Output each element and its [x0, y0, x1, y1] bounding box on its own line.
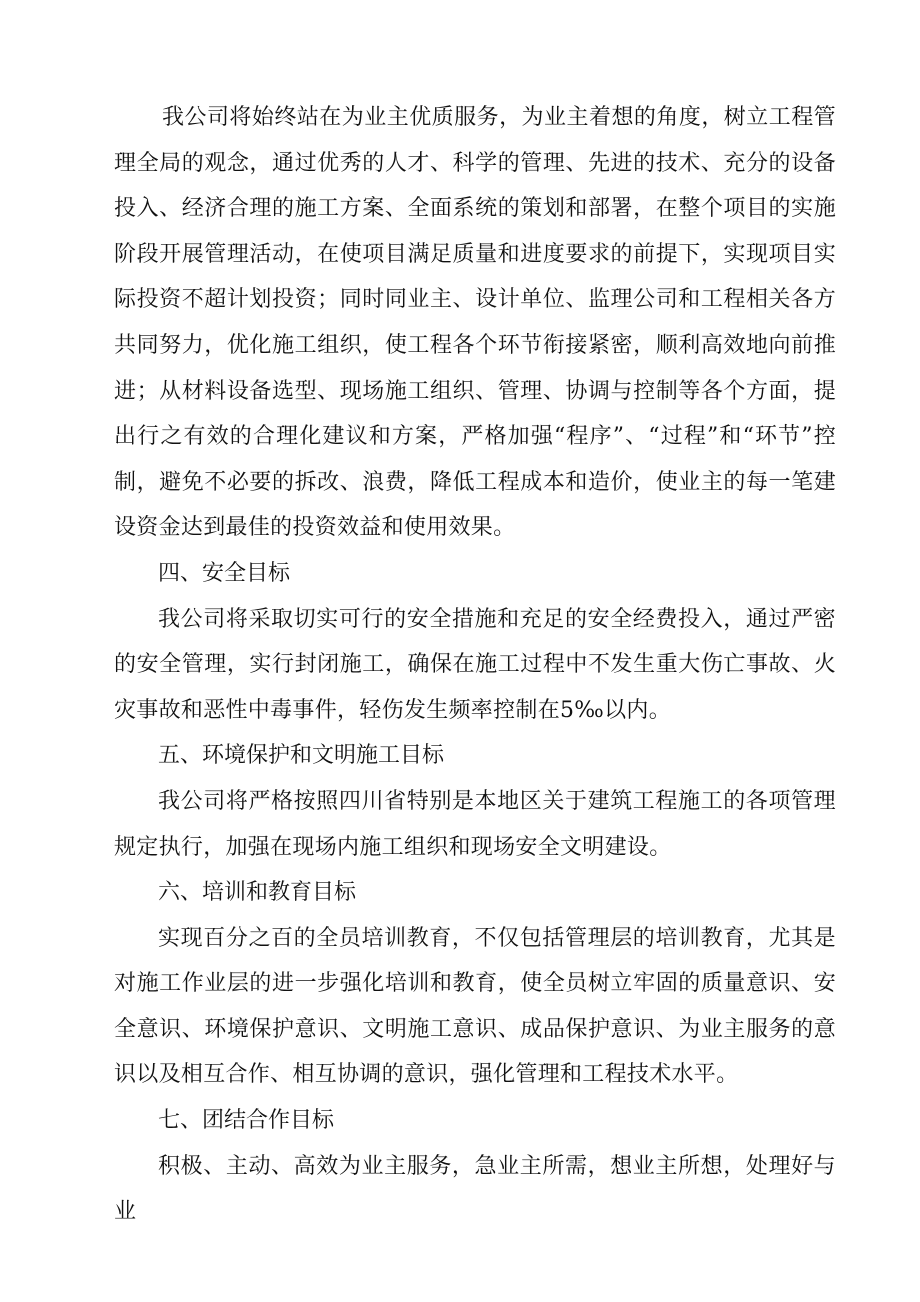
- paragraph-cooperation-goal: 积极、主动、高效为业主服务，急业主所需，想业主所想，处理好与业: [114, 1153, 836, 1225]
- paragraph-project-management: 我公司将始终站在为业主优质服务，为业主着想的角度，树立工程管理全局的观念，通过优秀的人才、科学的管理、先进的技术、充分的设备投入、经济合理的施工方案、全面系统的策划和部署，在整个项目的实施阶段开展管理活动，在使项目满足质量和进度要求的前提下，实现项目实际投资不超计划投资；同时同业主、设计单位、监理公司和工程相关各方共同努力，优化施工组织，使工程各个环节衔接紧密，顺利高效地向前推进；从材料设备选型、现场施工组织、管理、协调与控制等各个方面，提出行之有效的合理化建议和方案，严格加强“程序”、“过程”和“环节”控制，避免不必要的拆改、浪费，降低工程成本和造价，使业主的每一笔建设资金达到最佳的投资效益和使用效果。: [114, 105, 836, 541]
- heading-cooperation-goal: 七、团结合作目标: [158, 1108, 335, 1134]
- heading-safety-goal: 四、安全目标: [158, 560, 291, 586]
- paragraph-safety-goal: 我公司将采取切实可行的安全措施和充足的安全经费投入，通过严密的安全管理，实行封闭施工，确保在施工过程中不发生重大伤亡事故、火灾事故和恶性中毒事件，轻伤发生频率控制在5‰以内。: [114, 606, 836, 723]
- heading-training-goal: 六、培训和教育目标: [158, 880, 357, 906]
- paragraph-environment-goal: 我公司将严格按照四川省特别是本地区关于建筑工程施工的各项管理规定执行，加强在现场内施工组织和现场安全文明建设。: [114, 788, 836, 860]
- document-body: [114, 95, 836, 1235]
- heading-environment-goal: 五、环境保护和文明施工目标: [158, 743, 445, 769]
- paragraph-training-goal: 实现百分之百的全员培训教育，不仅包括管理层的培训教育，尤其是对施工作业层的进一步强化培训和教育，使全员树立牢固的质量意识、安全意识、环境保护意识、文明施工意识、成品保护意识、为业主服务的意识以及相互合作、相互协调的意识，强化管理和工程技术水平。: [114, 925, 836, 1088]
